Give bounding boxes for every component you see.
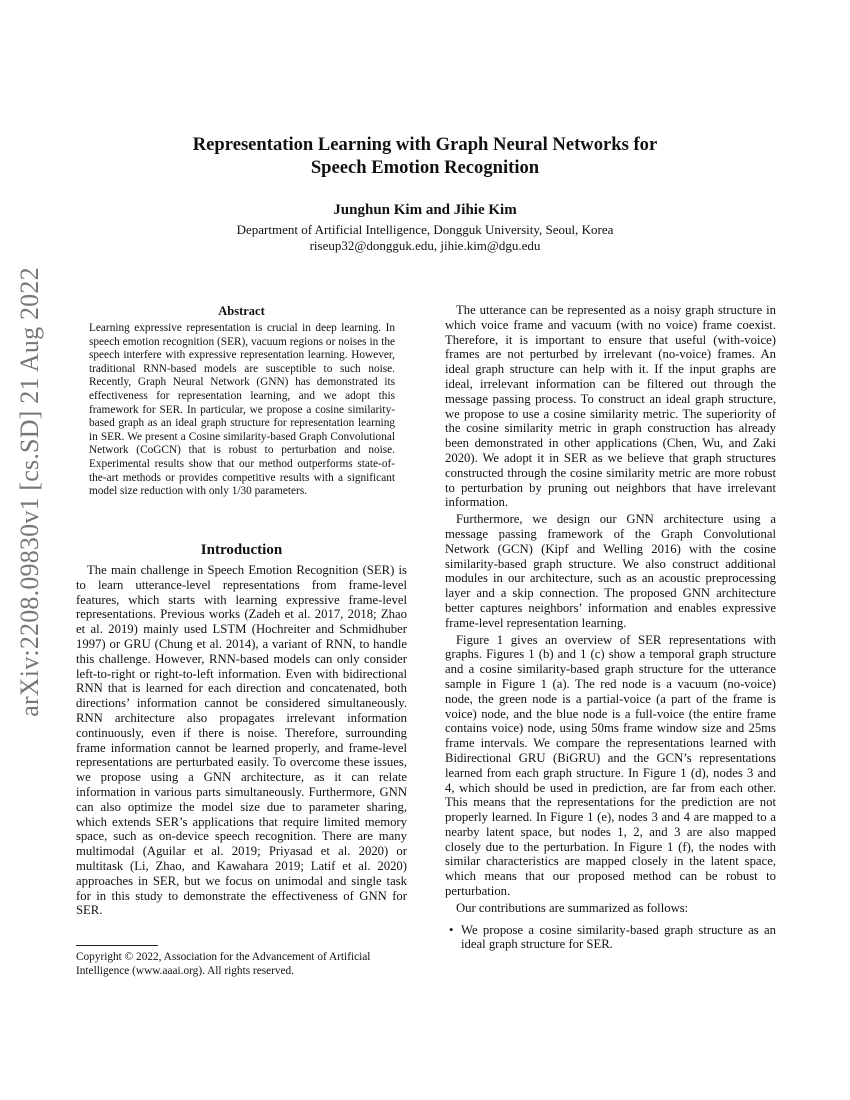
intro-paragraph-1: The main challenge in Speech Emotion Recognition (SER) is to learn utterance-level representations from frame-level features, which starts with learning expressive frame-level representations. Previous works (Zadeh et al. 2017, 2018; Zhao et al. 2019) mainly used LSTM (Hochreiter and Schmidhuber 1997) or GRU (Chung et al. 2014), a variant of RNN, to handle this challenge. However, RNN-based models can only consider left-to-right or right-to-left information. Even with bidirectional RNN that is learned for each direction and concatenated, both directions’ information cannot be considered simultaneously. RNN architecture also propagates irrelevant information continuously, even if there is noise. Therefore, surrounding frame information cannot be learned properly, and frame-level representations are perturbated easily. To overcome these issues, we propose using a GNN architecture, as it can relate information in various parts simultaneously. Furthermore, GNN can also optimize the model size due to parameter sharing, which extends SER’s applications that require limited memory space, such as on-device speech recognition. There are many multimodal (Aguilar et al. 2019; Priyasad et al. 2020) or multitask (Li, Zhao, and Kawahara 2019; Latif et al. 2020) approaches in SER, but we focus on unimodal and single task for in this study to demonstrate the effectiveness of GNN for SER.: [76, 563, 407, 918]
affiliation: Department of Artificial Intelligence, Dongguk University, Seoul, Korea: [236, 222, 614, 237]
list-item: [445, 923, 776, 953]
intro-paragraph-2: The utterance can be represented as a noisy graph structure in which voice frame and vacuum (with no voice) frame coexist. Therefore, it is important to ensure that useful (with-voice) frames are not perturbed by irrelevant (no-voice) frames. An ideal graph structure can help with it. If the input graphs are ideal, irrelevant information can be filtered out through the message passing process. To construct an ideal graph structure, we propose to use a cosine similarity metric. The superiority of the cosine similarity metric in graph construction has already been demonstrated in other applications (Chen, Wu, and Zaki 2020). We adopt it in SER as we believe that graph structures constructed through the cosine similarity metric are more robust to perturbation by pruning out neighbors that have irrelevant information.: [445, 303, 776, 510]
copyright-footnote: Copyright © 2022, Association for the Advancement of Artificial Intelligence (www.aaai.org). All rights reserved.: [76, 951, 371, 977]
footnote-rule: [76, 945, 158, 946]
title-line-2: Speech Emotion Recognition: [310, 157, 540, 178]
paper-title: [100, 133, 750, 179]
right-column-body: [445, 303, 776, 952]
intro-paragraph-5: Our contributions are summarized as follows:: [456, 900, 689, 915]
title-line-1: Representation Learning with Graph Neural Networks for: [192, 134, 658, 155]
affiliation-block: [100, 222, 750, 254]
intro-paragraph-3: Furthermore, we design our GNN architecture using a message passing framework of the Graph Convolutional Network (GCN) (Kipf and Welling 2016) with the cosine similarity-based graph structure. We also construct additional modules in our architecture, such as an acoustic preprocessing layer and a skip connection. The proposed GNN architecture better captures neighbors’ information and enables expressive frame-level representation learning.: [445, 512, 776, 630]
left-column-body: [76, 563, 407, 918]
author-emails: riseup32@dongguk.edu, jihie.kim@dgu.edu: [309, 238, 541, 253]
intro-paragraph-4: Figure 1 gives an overview of SER representations with graphs. Figures 1 (b) and 1 (c) show a temporal graph structure and a cosine similarity-based graph structure for the utterance sample in Figure 1 (a). The red node is a vacuum (no-voice) node, the green node is a partial-voice (a part of the frame is voice) node, and the blue node is a full-voice (the entire frame contains voice) node, using 50ms frame window size and 25ms frame intervals. We compare the representations learned with Bidirectional GRU (BiGRU) and the GCN’s representations learned from each graph structure. In Figure 1 (d), nodes 3 and 4, which should be used in prediction, are far from each other. This means that the representations for the prediction are not properly learned. In Figure 1 (e), nodes 3 and 4 are mapped to a nearby latent space, but nodes 1, 2, and 3 are also mapped closely due to the perturbation. In Figure 1 (f), the nodes with similar characteristics are mapped closely in the latent space, which means that our proposed method can be robust to perturbation.: [445, 632, 776, 899]
arxiv-identifier: arXiv:2208.09830v1 [cs.SD] 21 Aug 2022: [15, 267, 44, 717]
abstract-heading: Abstract: [218, 304, 265, 318]
contribution-text: We propose a cosine similarity-based graph structure as an ideal graph structure for SER.: [461, 922, 776, 952]
arxiv-sidebar: [0, 267, 60, 717]
author-names: Junghun Kim and Jihie Kim: [333, 202, 517, 218]
contributions-list: [445, 923, 776, 953]
bullet-icon: •: [449, 922, 454, 937]
abstract-text: Learning expressive representation is crucial in deep learning. In speech emotion recognition (SER), vacuum regions or noises in the speech interfere with expressive representation learning. However, traditional RNN-based models are susceptible to such noise. Recently, Graph Neural Network (GNN) has demonstrated its effectiveness for representation learning, and we adopt this framework for SER. In particular, we propose a cosine similarity-based graph as an ideal graph structure for representation learning in SER. We present a Cosine similarity-based Graph Convolutional Network (CoGCN) that is robust to perturbation and noise. Experimental results show that our method outperforms state-of-the-art methods or provides competitive results with a significant model size reduction with only 1/30 parameters.: [89, 322, 395, 498]
introduction-heading: Introduction: [200, 542, 283, 558]
